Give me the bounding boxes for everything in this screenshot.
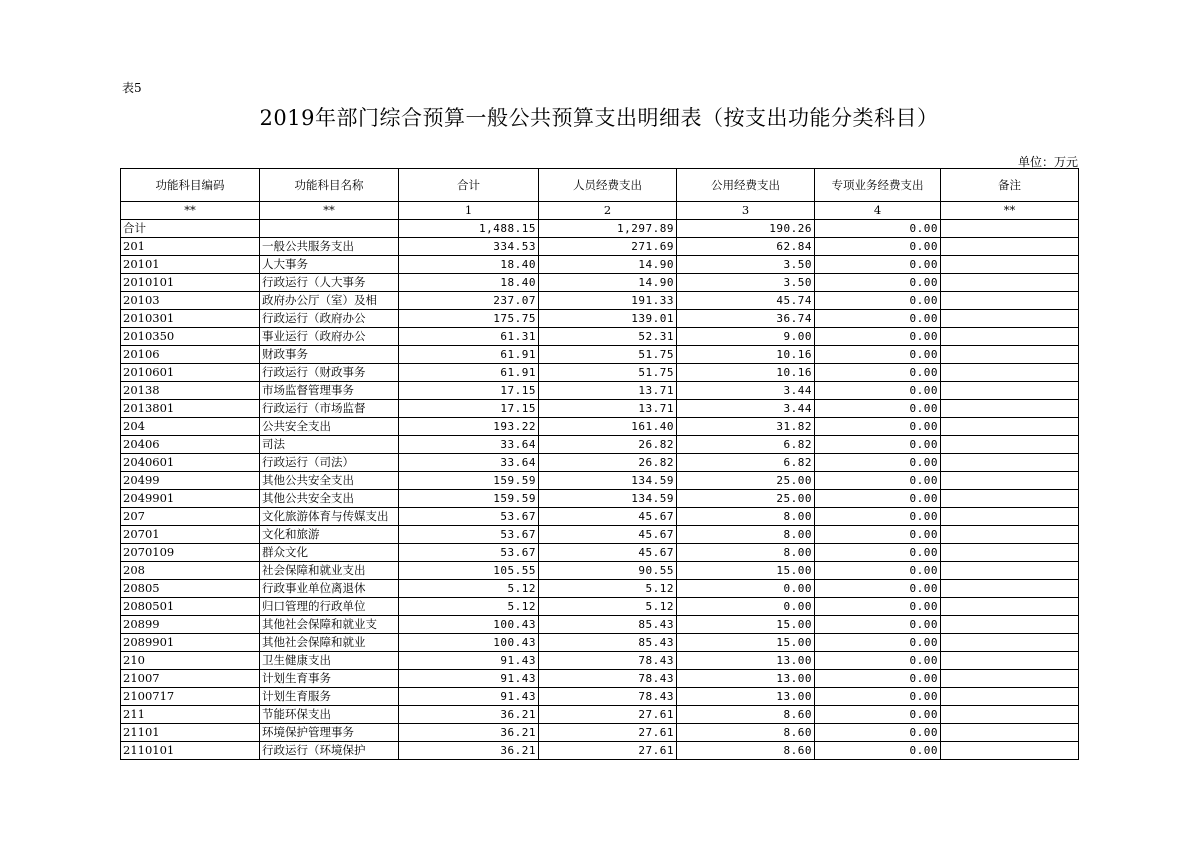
note-cell — [941, 436, 1079, 454]
personnel-cell: 134.59 — [539, 490, 677, 508]
special-cell: 0.00 — [815, 490, 941, 508]
name-cell: 计划生育服务 — [260, 688, 399, 706]
name-cell: 行政运行（环境保护 — [260, 742, 399, 760]
personnel-cell: 191.33 — [539, 292, 677, 310]
table-row — [121, 652, 1079, 670]
personnel-cell: 134.59 — [539, 472, 677, 490]
personnel-cell: 1,297.89 — [539, 220, 677, 238]
special-cell: 0.00 — [815, 220, 941, 238]
public-cell: 10.16 — [677, 346, 815, 364]
table-row — [121, 454, 1079, 472]
index-row — [121, 202, 1079, 220]
index-cell: 2 — [539, 202, 677, 220]
special-cell: 0.00 — [815, 310, 941, 328]
public-cell: 8.00 — [677, 544, 815, 562]
note-cell — [941, 688, 1079, 706]
total-cell: 53.67 — [399, 508, 539, 526]
total-cell: 105.55 — [399, 562, 539, 580]
personnel-cell: 271.69 — [539, 238, 677, 256]
name-cell: 行政运行（市场监督 — [260, 400, 399, 418]
special-cell: 0.00 — [815, 526, 941, 544]
public-cell: 13.00 — [677, 670, 815, 688]
special-cell: 0.00 — [815, 652, 941, 670]
code-cell: 20701 — [121, 526, 260, 544]
table-row — [121, 346, 1079, 364]
code-cell: 20138 — [121, 382, 260, 400]
code-cell: 2010350 — [121, 328, 260, 346]
total-cell: 18.40 — [399, 274, 539, 292]
name-cell: 文化旅游体育与传媒支出 — [260, 508, 399, 526]
index-cell: ** — [941, 202, 1079, 220]
name-cell: 财政事务 — [260, 346, 399, 364]
table-row — [121, 238, 1079, 256]
code-cell: 207 — [121, 508, 260, 526]
special-cell: 0.00 — [815, 508, 941, 526]
personnel-cell: 90.55 — [539, 562, 677, 580]
total-cell: 175.75 — [399, 310, 539, 328]
code-cell: 2080501 — [121, 598, 260, 616]
note-cell — [941, 346, 1079, 364]
total-cell: 61.91 — [399, 346, 539, 364]
public-cell: 36.74 — [677, 310, 815, 328]
column-header: 备注 — [941, 169, 1079, 202]
note-cell — [941, 544, 1079, 562]
personnel-cell: 78.43 — [539, 688, 677, 706]
public-cell: 15.00 — [677, 634, 815, 652]
table-row — [121, 310, 1079, 328]
table-row — [121, 490, 1079, 508]
public-cell: 15.00 — [677, 562, 815, 580]
special-cell: 0.00 — [815, 328, 941, 346]
personnel-cell: 13.71 — [539, 400, 677, 418]
public-cell: 62.84 — [677, 238, 815, 256]
note-cell — [941, 328, 1079, 346]
personnel-cell: 27.61 — [539, 706, 677, 724]
public-cell: 3.44 — [677, 382, 815, 400]
name-cell: 行政运行（司法） — [260, 454, 399, 472]
personnel-cell: 26.82 — [539, 436, 677, 454]
note-cell — [941, 526, 1079, 544]
personnel-cell: 85.43 — [539, 616, 677, 634]
name-cell: 其他公共安全支出 — [260, 472, 399, 490]
note-cell — [941, 310, 1079, 328]
public-cell: 15.00 — [677, 616, 815, 634]
public-cell: 3.50 — [677, 274, 815, 292]
personnel-cell: 51.75 — [539, 364, 677, 382]
note-cell — [941, 616, 1079, 634]
special-cell: 0.00 — [815, 436, 941, 454]
personnel-cell: 52.31 — [539, 328, 677, 346]
code-cell: 2010601 — [121, 364, 260, 382]
special-cell: 0.00 — [815, 292, 941, 310]
public-cell: 8.00 — [677, 526, 815, 544]
code-cell: 2100717 — [121, 688, 260, 706]
public-cell: 10.16 — [677, 364, 815, 382]
table-row — [121, 634, 1079, 652]
index-cell: ** — [260, 202, 399, 220]
table-row — [121, 220, 1079, 238]
code-cell: 2070109 — [121, 544, 260, 562]
special-cell: 0.00 — [815, 634, 941, 652]
code-cell: 2010101 — [121, 274, 260, 292]
note-cell — [941, 472, 1079, 490]
name-cell: 行政运行（财政事务 — [260, 364, 399, 382]
table-row — [121, 706, 1079, 724]
personnel-cell: 27.61 — [539, 742, 677, 760]
total-cell: 91.43 — [399, 652, 539, 670]
total-cell: 100.43 — [399, 616, 539, 634]
special-cell: 0.00 — [815, 346, 941, 364]
total-cell: 159.59 — [399, 472, 539, 490]
name-cell: 事业运行（政府办公 — [260, 328, 399, 346]
code-cell: 210 — [121, 652, 260, 670]
special-cell: 0.00 — [815, 472, 941, 490]
name-cell: 政府办公厅（室）及相 — [260, 292, 399, 310]
table-row — [121, 274, 1079, 292]
table-row — [121, 526, 1079, 544]
code-cell: 20499 — [121, 472, 260, 490]
personnel-cell: 5.12 — [539, 598, 677, 616]
public-cell: 8.00 — [677, 508, 815, 526]
code-cell: 2089901 — [121, 634, 260, 652]
column-header: 功能科目编码 — [121, 169, 260, 202]
public-cell: 25.00 — [677, 490, 815, 508]
public-cell: 31.82 — [677, 418, 815, 436]
name-cell: 归口管理的行政单位 — [260, 598, 399, 616]
code-cell: 211 — [121, 706, 260, 724]
public-cell: 8.60 — [677, 706, 815, 724]
name-cell: 计划生育事务 — [260, 670, 399, 688]
table-row — [121, 472, 1079, 490]
total-cell: 61.31 — [399, 328, 539, 346]
table-row — [121, 292, 1079, 310]
total-cell: 5.12 — [399, 580, 539, 598]
table-row — [121, 562, 1079, 580]
public-cell: 9.00 — [677, 328, 815, 346]
public-cell: 0.00 — [677, 598, 815, 616]
note-cell — [941, 598, 1079, 616]
note-cell — [941, 292, 1079, 310]
special-cell: 0.00 — [815, 598, 941, 616]
special-cell: 0.00 — [815, 688, 941, 706]
table-row — [121, 436, 1079, 454]
total-cell: 237.07 — [399, 292, 539, 310]
code-cell: 20101 — [121, 256, 260, 274]
name-cell: 其他社会保障和就业支 — [260, 616, 399, 634]
total-cell: 91.43 — [399, 670, 539, 688]
total-cell: 33.64 — [399, 436, 539, 454]
note-cell — [941, 400, 1079, 418]
special-cell: 0.00 — [815, 706, 941, 724]
total-cell: 36.21 — [399, 706, 539, 724]
special-cell: 0.00 — [815, 274, 941, 292]
table-row — [121, 364, 1079, 382]
index-cell: 1 — [399, 202, 539, 220]
personnel-cell: 85.43 — [539, 634, 677, 652]
name-cell: 社会保障和就业支出 — [260, 562, 399, 580]
note-cell — [941, 274, 1079, 292]
note-cell — [941, 256, 1079, 274]
note-cell — [941, 634, 1079, 652]
personnel-cell: 78.43 — [539, 652, 677, 670]
total-cell: 53.67 — [399, 526, 539, 544]
code-cell: 2013801 — [121, 400, 260, 418]
table-row — [121, 544, 1079, 562]
index-cell: 3 — [677, 202, 815, 220]
column-header: 合计 — [399, 169, 539, 202]
note-cell — [941, 724, 1079, 742]
code-cell: 20106 — [121, 346, 260, 364]
name-cell: 一般公共服务支出 — [260, 238, 399, 256]
note-cell — [941, 508, 1079, 526]
note-cell — [941, 742, 1079, 760]
name-cell: 行政运行（政府办公 — [260, 310, 399, 328]
name-cell: 司法 — [260, 436, 399, 454]
name-cell: 其他社会保障和就业 — [260, 634, 399, 652]
special-cell: 0.00 — [815, 544, 941, 562]
special-cell: 0.00 — [815, 256, 941, 274]
name-cell: 文化和旅游 — [260, 526, 399, 544]
special-cell: 0.00 — [815, 400, 941, 418]
note-cell — [941, 238, 1079, 256]
code-cell: 21101 — [121, 724, 260, 742]
special-cell: 0.00 — [815, 580, 941, 598]
special-cell: 0.00 — [815, 364, 941, 382]
total-cell: 1,488.15 — [399, 220, 539, 238]
public-cell: 0.00 — [677, 580, 815, 598]
personnel-cell: 27.61 — [539, 724, 677, 742]
table-row — [121, 400, 1079, 418]
name-cell: 群众文化 — [260, 544, 399, 562]
total-cell: 334.53 — [399, 238, 539, 256]
column-header: 功能科目名称 — [260, 169, 399, 202]
special-cell: 0.00 — [815, 724, 941, 742]
table-row — [121, 328, 1079, 346]
personnel-cell: 13.71 — [539, 382, 677, 400]
personnel-cell: 14.90 — [539, 256, 677, 274]
name-cell: 其他公共安全支出 — [260, 490, 399, 508]
column-header: 专项业务经费支出 — [815, 169, 941, 202]
name-cell: 行政运行（人大事务 — [260, 274, 399, 292]
code-cell: 合计 — [121, 220, 260, 238]
name-cell: 行政事业单位离退休 — [260, 580, 399, 598]
special-cell: 0.00 — [815, 418, 941, 436]
table-row — [121, 256, 1079, 274]
table-row — [121, 508, 1079, 526]
code-cell: 2040601 — [121, 454, 260, 472]
personnel-cell: 45.67 — [539, 526, 677, 544]
column-header: 公用经费支出 — [677, 169, 815, 202]
table-row — [121, 724, 1079, 742]
total-cell: 36.21 — [399, 742, 539, 760]
table-row — [121, 688, 1079, 706]
total-cell: 5.12 — [399, 598, 539, 616]
special-cell: 0.00 — [815, 238, 941, 256]
note-cell — [941, 562, 1079, 580]
note-cell — [941, 580, 1079, 598]
public-cell: 6.82 — [677, 436, 815, 454]
personnel-cell: 161.40 — [539, 418, 677, 436]
note-cell — [941, 220, 1079, 238]
public-cell: 6.82 — [677, 454, 815, 472]
special-cell: 0.00 — [815, 616, 941, 634]
total-cell: 159.59 — [399, 490, 539, 508]
public-cell: 190.26 — [677, 220, 815, 238]
special-cell: 0.00 — [815, 670, 941, 688]
total-cell: 36.21 — [399, 724, 539, 742]
code-cell: 20406 — [121, 436, 260, 454]
public-cell: 13.00 — [677, 652, 815, 670]
total-cell: 18.40 — [399, 256, 539, 274]
name-cell: 节能环保支出 — [260, 706, 399, 724]
code-cell: 2010301 — [121, 310, 260, 328]
total-cell: 100.43 — [399, 634, 539, 652]
table-row — [121, 418, 1079, 436]
public-cell: 3.44 — [677, 400, 815, 418]
note-cell — [941, 364, 1079, 382]
personnel-cell: 45.67 — [539, 544, 677, 562]
name-cell — [260, 220, 399, 238]
total-cell: 17.15 — [399, 382, 539, 400]
header-row — [121, 169, 1079, 202]
name-cell: 市场监督管理事务 — [260, 382, 399, 400]
sheet-label: 表5 — [122, 81, 142, 95]
name-cell: 环境保护管理事务 — [260, 724, 399, 742]
note-cell — [941, 382, 1079, 400]
table-row — [121, 742, 1079, 760]
table-row — [121, 616, 1079, 634]
code-cell: 201 — [121, 238, 260, 256]
public-cell: 8.60 — [677, 742, 815, 760]
personnel-cell: 139.01 — [539, 310, 677, 328]
code-cell: 21007 — [121, 670, 260, 688]
note-cell — [941, 454, 1079, 472]
table-row — [121, 580, 1079, 598]
note-cell — [941, 418, 1079, 436]
special-cell: 0.00 — [815, 742, 941, 760]
total-cell: 61.91 — [399, 364, 539, 382]
code-cell: 2110101 — [121, 742, 260, 760]
code-cell: 208 — [121, 562, 260, 580]
special-cell: 0.00 — [815, 562, 941, 580]
name-cell: 公共安全支出 — [260, 418, 399, 436]
personnel-cell: 26.82 — [539, 454, 677, 472]
public-cell: 45.74 — [677, 292, 815, 310]
personnel-cell: 45.67 — [539, 508, 677, 526]
personnel-cell: 51.75 — [539, 346, 677, 364]
table-row — [121, 670, 1079, 688]
index-cell: ** — [121, 202, 260, 220]
note-cell — [941, 652, 1079, 670]
personnel-cell: 14.90 — [539, 274, 677, 292]
special-cell: 0.00 — [815, 382, 941, 400]
code-cell: 20899 — [121, 616, 260, 634]
budget-table — [120, 168, 1079, 760]
page-title: 2019年部门综合预算一般公共预算支出明细表（按支出功能分类科目） — [259, 106, 939, 130]
code-cell: 2049901 — [121, 490, 260, 508]
unit-label: 单位：万元 — [1017, 155, 1078, 169]
index-cell: 4 — [815, 202, 941, 220]
personnel-cell: 78.43 — [539, 670, 677, 688]
code-cell: 20103 — [121, 292, 260, 310]
public-cell: 25.00 — [677, 472, 815, 490]
note-cell — [941, 490, 1079, 508]
name-cell: 人大事务 — [260, 256, 399, 274]
column-header: 人员经费支出 — [539, 169, 677, 202]
total-cell: 33.64 — [399, 454, 539, 472]
public-cell: 13.00 — [677, 688, 815, 706]
table-row — [121, 382, 1079, 400]
note-cell — [941, 670, 1079, 688]
code-cell: 20805 — [121, 580, 260, 598]
total-cell: 53.67 — [399, 544, 539, 562]
total-cell: 91.43 — [399, 688, 539, 706]
public-cell: 8.60 — [677, 724, 815, 742]
table-row — [121, 598, 1079, 616]
name-cell: 卫生健康支出 — [260, 652, 399, 670]
total-cell: 193.22 — [399, 418, 539, 436]
special-cell: 0.00 — [815, 454, 941, 472]
personnel-cell: 5.12 — [539, 580, 677, 598]
note-cell — [941, 706, 1079, 724]
public-cell: 3.50 — [677, 256, 815, 274]
total-cell: 17.15 — [399, 400, 539, 418]
code-cell: 204 — [121, 418, 260, 436]
